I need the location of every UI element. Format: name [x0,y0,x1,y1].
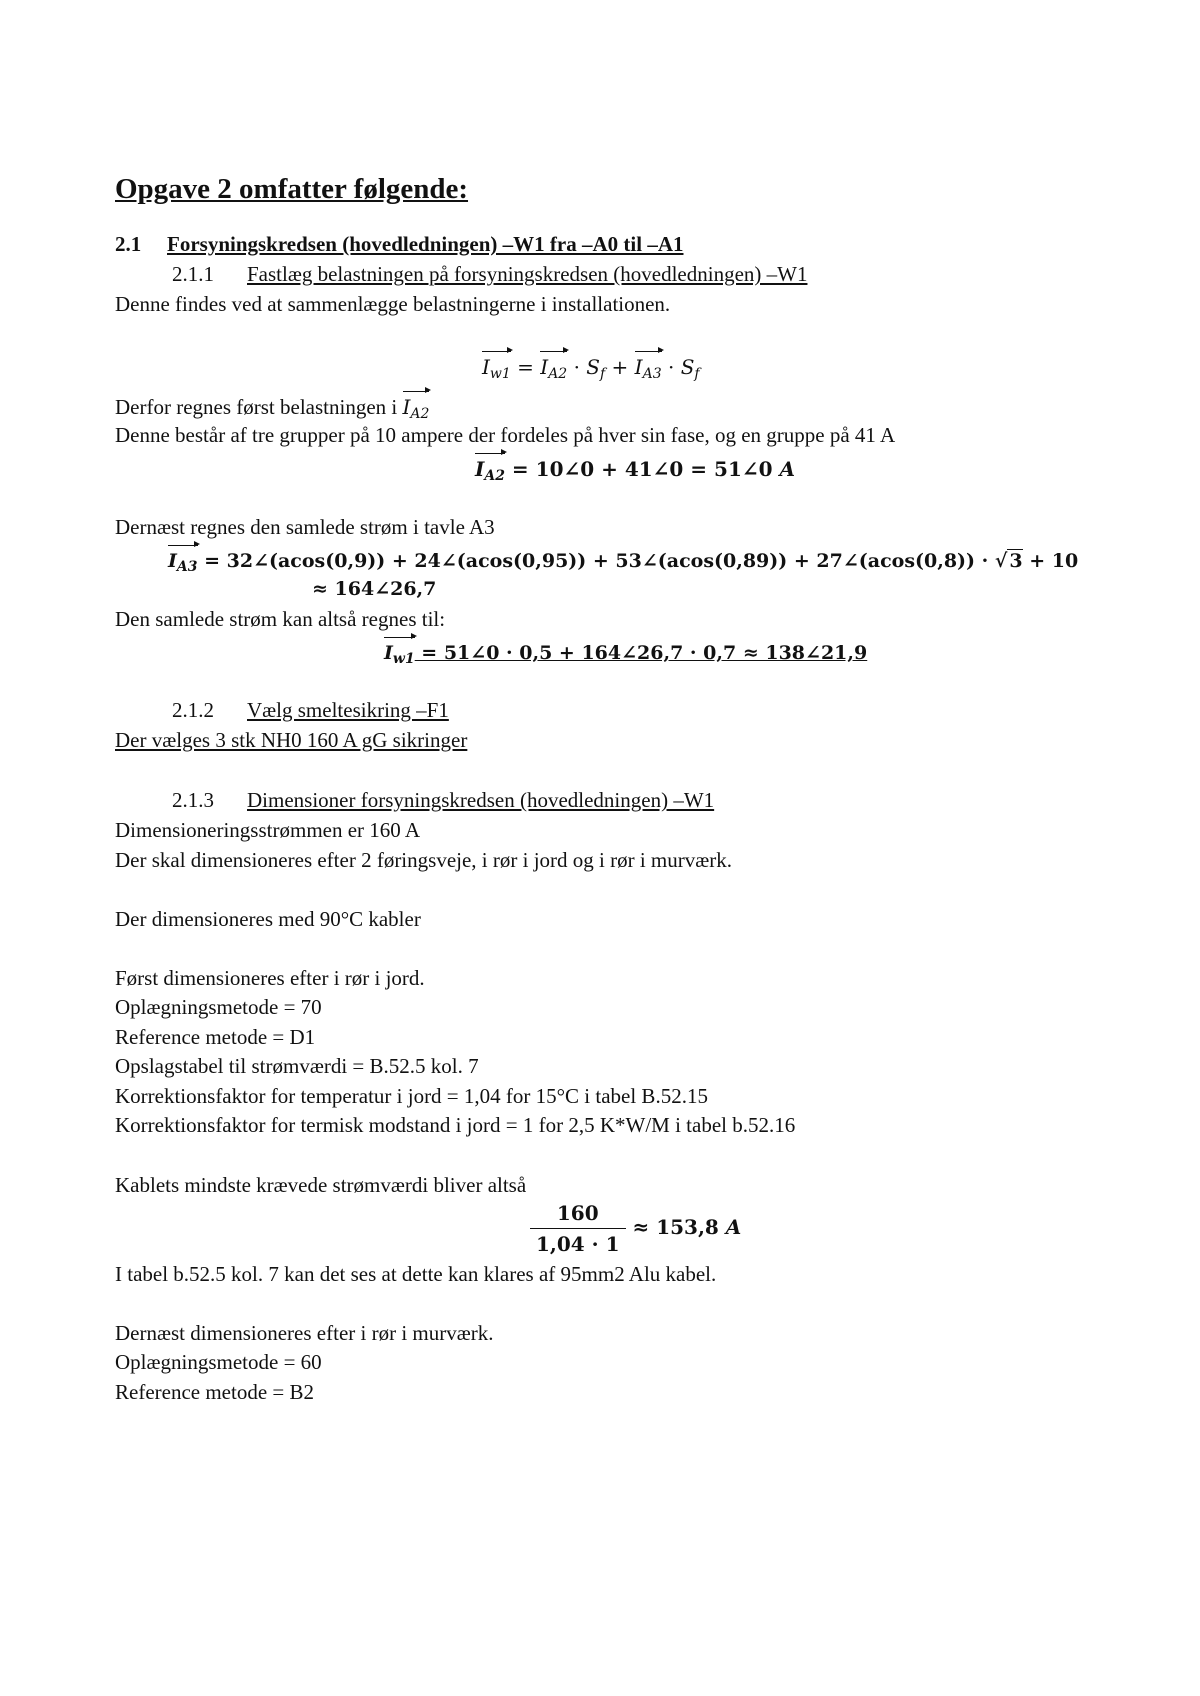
paragraph: Opslagstabel til strømværdi = B.52.5 kol. 7 [115,1054,479,1078]
paragraph: Derfor regnes først belastningen i $I_{A2}$ [115,390,429,427]
vector-symbol: $I_{w1}$ [482,350,511,387]
vector-symbol: $I_{A2}$ [540,350,567,387]
equation-iw1: $I_{w1} = I_{A2} \cdot S_f + I_{A3} \cdot S_f$ [482,350,700,387]
paragraph: Reference metode = B2 [115,1380,315,1404]
paragraph: Dernæst dimensioneres efter i rør i murværk. [115,1321,494,1345]
paragraph: Der skal dimensioneres efter 2 føringsveje, i rør i jord og i rør i murværk. [115,848,733,872]
vector-symbol: $I_{A3}$ [635,350,662,387]
subsection-label: Fastlæg belastningen på forsyningskredsen (hovedledningen) –W1 [247,262,808,286]
paragraph: Dernæst regnes den samlede strøm i tavle A3 [115,515,495,539]
subsection-number: 2.1.2 [172,698,214,722]
paragraph: Oplægningsmetode = 70 [115,995,322,1019]
fraction: $\frac{160}{1,04 \cdot 1}$ [530,1200,626,1257]
subsection-heading-2-1-2 [172,697,449,723]
paragraph: I tabel b.52.5 kol. 7 kan det ses at dette kan klares af 95mm2 Alu kabel. [115,1262,717,1286]
equation-ia3: $I_{A3}$ = 32∠(acos(0,9)) + 24∠(acos(0,95)) + 53∠(acos(0,89)) + 27∠(acos(0,8)) · √ 3 + 10 [168,544,1078,580]
sqrt-symbol: √ 3 [994,550,1023,572]
paragraph: Reference metode = D1 [115,1025,316,1049]
subsection-number: 2.1.1 [172,262,214,286]
paragraph: Denne findes ved at sammenlægge belastningerne i installationen. [115,292,671,316]
subsection-label: Dimensioner forsyningskredsen (hovedledningen) –W1 [247,788,715,812]
equation-iw1-result: $I_{w1}$ = 51∠0 · 0,5 + 164∠26,7 · 0,7 ≈ 138∠21,9 [384,636,867,672]
section-heading [115,231,683,257]
subsection-heading-2-1-3 [172,787,714,813]
subsection-heading-2-1-1 [172,261,807,287]
equation-ia2: $I_{A2}$ = 10∠0 + 41∠0 = 51∠0 A [475,452,795,489]
paragraph: Den samlede strøm kan altså regnes til: [115,607,446,631]
paragraph: Korrektionsfaktor for termisk modstand i jord = 1 for 2,5 K*W/M i tabel b.52.16 [115,1113,796,1137]
paragraph: Først dimensioneres efter i rør i jord. [115,966,425,990]
section-label: Forsyningskredsen (hovedledningen) –W1 fra –A0 til –A1 [167,232,684,256]
inline-vector-ia2: $I_{A2}$ [403,395,430,419]
paragraph: Kablets mindste krævede strømværdi bliver altså [115,1173,527,1197]
section-number: 2.1 [115,232,142,256]
paragraph: Denne består af tre grupper på 10 ampere der fordeles på hver sin fase, og en gruppe på 41 A [115,423,896,447]
equation-fraction: $\frac{160}{1,04 \cdot 1}$ ≈ 153,8 A [530,1200,741,1257]
subsection-number: 2.1.3 [172,788,214,812]
paragraph: Der vælges 3 stk NH0 160 A gG sikringer [115,728,468,752]
equation-ia3-result: ≈ 164∠26,7 [312,578,437,600]
subsection-label: Vælg smeltesikring –F1 [247,698,449,722]
page-title: Opgave 2 omfatter følgende: [115,173,469,205]
paragraph: Korrektionsfaktor for temperatur i jord = 1,04 for 15°C i tabel B.52.15 [115,1084,708,1108]
paragraph: Der dimensioneres med 90°C kabler [115,907,421,931]
paragraph: Dimensioneringsstrømmen er 160 A [115,818,421,842]
paragraph: Oplægningsmetode = 60 [115,1350,322,1374]
